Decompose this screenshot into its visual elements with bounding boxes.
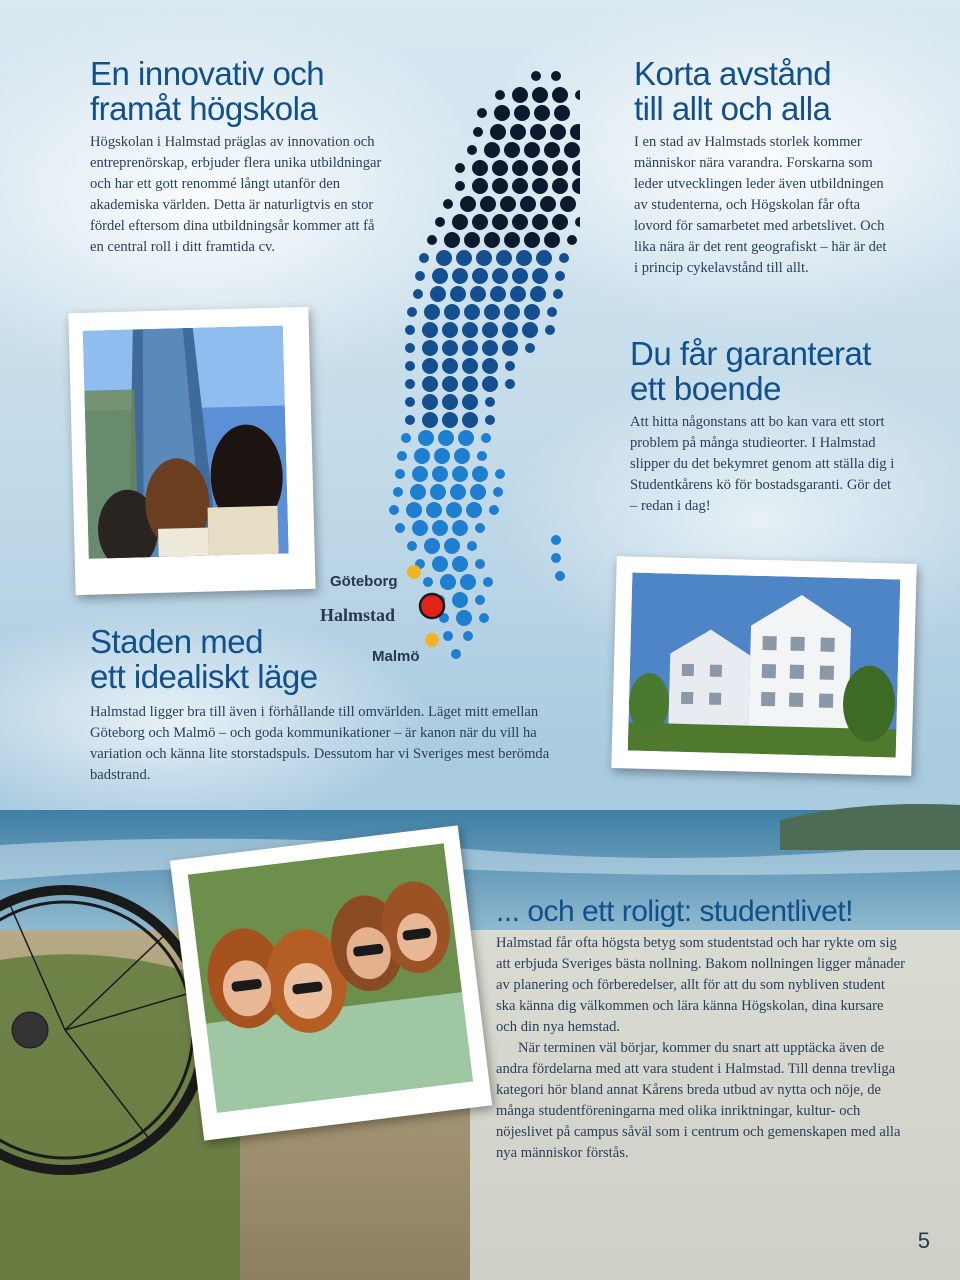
- map-dot: [481, 433, 491, 443]
- map-dot: [504, 142, 520, 158]
- map-dot: [406, 502, 422, 518]
- map-marker-malmo: [425, 633, 439, 647]
- map-dot: [455, 163, 465, 173]
- map-dot: [572, 178, 580, 194]
- photo-student-housing: [611, 556, 916, 776]
- map-dot: [451, 649, 461, 659]
- map-dot: [567, 235, 577, 245]
- housing-heading: Du får garanterat ett boende: [630, 335, 871, 407]
- map-dot: [434, 448, 450, 464]
- map-dot: [484, 232, 500, 248]
- studentlife-heading: ... och ett roligt: studentlivet!: [496, 895, 854, 928]
- map-dot: [496, 250, 512, 266]
- map-dot: [427, 235, 437, 245]
- map-dot: [502, 322, 518, 338]
- map-dot: [422, 340, 438, 356]
- map-dot: [424, 538, 440, 554]
- section-distance: [634, 56, 894, 279]
- map-dot: [452, 592, 468, 608]
- map-dot: [483, 577, 493, 587]
- map-dot: [407, 541, 417, 551]
- map-dot: [466, 502, 482, 518]
- map-dot-island: [551, 553, 561, 563]
- map-dot: [532, 87, 548, 103]
- map-dot: [524, 232, 540, 248]
- map-dot: [462, 358, 478, 374]
- photo-student-housing-image: [628, 573, 901, 758]
- map-dot: [524, 142, 540, 158]
- section-studentlife: [496, 894, 906, 1164]
- map-dot: [405, 325, 415, 335]
- map-dot: [493, 487, 503, 497]
- map-dot: [547, 307, 557, 317]
- map-dot: [490, 124, 506, 140]
- location-body: Halmstad ligger bra till även i förhållande till omvärlden. Läget mitt emellan Göteborg och Malmö – och goda kommunikationer – är kanon när du vill ha variation och känna lite storstadspuls. Dessutom har vi Sveriges mest berömda badstrand.: [90, 704, 550, 783]
- innovative-heading: En innovativ och framåt högskola: [90, 55, 325, 127]
- map-dot: [482, 340, 498, 356]
- map-dot: [512, 87, 528, 103]
- map-dot: [456, 250, 472, 266]
- map-dot: [505, 361, 515, 371]
- photo-students-party-image: [188, 843, 473, 1113]
- map-dot: [525, 343, 535, 353]
- map-dot: [550, 124, 566, 140]
- map-dot: [492, 160, 508, 176]
- map-dot: [470, 484, 486, 500]
- map-dot: [552, 214, 568, 230]
- map-dot: [462, 340, 478, 356]
- map-dot: [475, 559, 485, 569]
- map-dot: [450, 286, 466, 302]
- map-dot: [575, 217, 580, 227]
- city-label-goteborg: Göteborg: [330, 573, 398, 590]
- map-dot: [551, 71, 561, 81]
- map-dot: [531, 71, 541, 81]
- map-dot: [510, 124, 526, 140]
- map-dot: [424, 304, 440, 320]
- map-dot: [544, 142, 560, 158]
- map-dot: [484, 142, 500, 158]
- map-dot: [472, 178, 488, 194]
- map-dot: [554, 105, 570, 121]
- map-dot: [452, 214, 468, 230]
- map-dot: [489, 505, 499, 515]
- map-dot: [405, 343, 415, 353]
- map-dot: [540, 196, 556, 212]
- map-dot: [435, 217, 445, 227]
- map-dot: [482, 358, 498, 374]
- map-dot: [422, 412, 438, 428]
- map-dot: [555, 271, 565, 281]
- map-dot: [473, 127, 483, 137]
- map-dot: [397, 451, 407, 461]
- map-dot: [452, 556, 468, 572]
- map-dot: [462, 394, 478, 410]
- map-dot: [432, 520, 448, 536]
- map-dot: [472, 268, 488, 284]
- map-dot: [495, 469, 505, 479]
- map-dot: [462, 322, 478, 338]
- map-dot: [452, 268, 468, 284]
- section-housing: [630, 336, 900, 517]
- map-dot: [552, 87, 568, 103]
- map-dot: [432, 268, 448, 284]
- section-innovative: [90, 56, 390, 258]
- map-dot: [463, 631, 473, 641]
- map-dot: [443, 199, 453, 209]
- city-label-malmo: Malmö: [372, 648, 420, 665]
- map-dot: [422, 358, 438, 374]
- map-dot: [532, 214, 548, 230]
- housing-body: Att hitta någonstans att bo kan vara ett stort problem på många studieorter. I Halmstad slipper du det bekymret genom att ställa dig i Studentkårens kö för bostadsgaranti. Gör det – redan i dag!: [630, 414, 895, 514]
- map-dot: [475, 523, 485, 533]
- map-dot: [410, 484, 426, 500]
- map-dot: [520, 196, 536, 212]
- map-dot: [462, 412, 478, 428]
- map-dot: [438, 430, 454, 446]
- page-number: 5: [917, 1228, 930, 1253]
- map-dot: [405, 379, 415, 389]
- map-dot: [460, 574, 476, 590]
- map-dot: [564, 142, 580, 158]
- map-dot: [467, 145, 477, 155]
- map-dot: [470, 286, 486, 302]
- map-dot: [494, 105, 510, 121]
- map-dot: [405, 415, 415, 425]
- map-dot: [423, 577, 433, 587]
- map-dot: [510, 286, 526, 302]
- map-dot: [393, 487, 403, 497]
- map-dot: [418, 430, 434, 446]
- map-dot: [479, 613, 489, 623]
- map-dot: [492, 214, 508, 230]
- map-dot: [504, 304, 520, 320]
- map-dot: [512, 214, 528, 230]
- map-dot: [516, 250, 532, 266]
- map-dot: [462, 376, 478, 392]
- map-dot: [432, 466, 448, 482]
- map-dot: [436, 250, 452, 266]
- map-dot: [544, 232, 560, 248]
- map-dot: [444, 538, 460, 554]
- map-dot: [485, 415, 495, 425]
- map-dot: [442, 412, 458, 428]
- map-dot: [512, 178, 528, 194]
- map-dot: [442, 358, 458, 374]
- map-dot: [524, 304, 540, 320]
- map-dot: [522, 322, 538, 338]
- map-dot: [452, 466, 468, 482]
- map-dot: [512, 268, 528, 284]
- map-dot: [458, 430, 474, 446]
- map-dot: [472, 214, 488, 230]
- map-dot: [432, 556, 448, 572]
- map-dot: [475, 595, 485, 605]
- map-dot: [456, 610, 472, 626]
- map-dot: [444, 304, 460, 320]
- map-dot: [560, 196, 576, 212]
- map-dot: [407, 307, 417, 317]
- map-dot: [536, 250, 552, 266]
- map-marker-goteborg: [407, 565, 421, 579]
- map-dot: [502, 340, 518, 356]
- map-dot: [492, 268, 508, 284]
- map-dot: [430, 484, 446, 500]
- map-dot: [442, 340, 458, 356]
- map-dot: [442, 394, 458, 410]
- photo-students-party: [170, 825, 492, 1140]
- map-dot: [530, 286, 546, 302]
- map-dot: [476, 250, 492, 266]
- map-dot: [532, 268, 548, 284]
- map-dot: [415, 271, 425, 281]
- map-marker-halmstad: [420, 594, 444, 618]
- map-dot: [532, 178, 548, 194]
- map-dot: [552, 160, 568, 176]
- map-dot: [405, 361, 415, 371]
- map-dot: [444, 232, 460, 248]
- map-dot: [412, 466, 428, 482]
- distance-body: I en stad av Halmstads storlek kommer människor nära varandra. Forskarna som leder utvecklingen leder även utbildningen av studenterna, och Högskolan får ofta lovord för samarbetet med arbetslivet. Och lika nära är det rent geografiskt – här är det i princip cykelavstånd till allt.: [634, 134, 887, 276]
- city-label-halmstad: Halmstad: [320, 605, 396, 625]
- map-dot: [467, 541, 477, 551]
- map-dot: [512, 160, 528, 176]
- map-dot: [570, 124, 580, 140]
- map-dot: [464, 232, 480, 248]
- map-dot: [472, 160, 488, 176]
- map-dot: [414, 448, 430, 464]
- map-dot: [395, 523, 405, 533]
- map-dot: [532, 160, 548, 176]
- map-dot: [495, 90, 505, 100]
- map-dot: [455, 181, 465, 191]
- map-dot: [505, 379, 515, 389]
- map-dot: [553, 289, 563, 299]
- map-dot: [504, 232, 520, 248]
- studentlife-body-2: När terminen väl börjar, kommer du snart att upptäcka även de andra fördelarna med att vara student i Halmstad. Till denna trevliga kategori hör bland annat Kårens breda utbud av nytta och nöje, de många studentföreningarna med olika inriktningar, kultur- och nöjeslivet på campus såväl som i centrum och gemenskapen med alla nya människor förstås.: [496, 1040, 901, 1161]
- map-dot: [500, 196, 516, 212]
- map-dot: [450, 484, 466, 500]
- map-dot: [484, 304, 500, 320]
- map-dot: [482, 376, 498, 392]
- map-dot: [480, 196, 496, 212]
- map-dot: [442, 376, 458, 392]
- map-dot: [572, 160, 580, 176]
- photo-students-building-image: [83, 326, 289, 559]
- distance-heading: Korta avstånd till allt och alla: [634, 55, 832, 127]
- map-dot: [395, 469, 405, 479]
- map-dot: [490, 286, 506, 302]
- map-dot: [514, 105, 530, 121]
- map-dot: [559, 253, 569, 263]
- studentlife-body-1: Halmstad får ofta högsta betyg som studentstad och har rykte om sig att erbjuda Sveriges bästa nollning. Bakom nollningen ligger månader av planering och förberedelser, allt för att du som nybliven student ska känna dig välkommen och lära känna Högskolan, dina kursare och din nya hemstad.: [496, 935, 905, 1035]
- map-dot: [530, 124, 546, 140]
- map-dot: [477, 108, 487, 118]
- map-dot: [545, 325, 555, 335]
- map-dot: [452, 520, 468, 536]
- map-dot: [440, 574, 456, 590]
- map-dot: [454, 448, 470, 464]
- map-dot: [389, 505, 399, 515]
- photo-students-building: [68, 307, 315, 595]
- map-dot: [405, 397, 415, 407]
- map-dot: [446, 502, 462, 518]
- map-dot: [552, 178, 568, 194]
- map-dot-island: [551, 535, 561, 545]
- map-dot: [413, 289, 423, 299]
- map-dot: [422, 376, 438, 392]
- map-dot: [426, 502, 442, 518]
- map-dot: [492, 178, 508, 194]
- map-dot: [442, 322, 458, 338]
- map-dot: [419, 253, 429, 263]
- map-dot: [472, 466, 488, 482]
- map-dot: [464, 304, 480, 320]
- innovative-body: Högskolan i Halmstad präglas av innovation och entreprenörskap, erbjuder flera unika utbildningar och har ett gott renommé långt utanför den akademiska världen. Detta är naturligtvis en stor fördel eftersom dina utbildningsår kommer att få en central roll i ditt framtida cv.: [90, 134, 382, 255]
- map-dot: [477, 451, 487, 461]
- map-dot: [575, 90, 580, 100]
- map-dot: [412, 520, 428, 536]
- map-dot: [430, 286, 446, 302]
- map-dot: [422, 394, 438, 410]
- map-dot: [422, 322, 438, 338]
- sweden-dot-map: [380, 60, 580, 680]
- map-dot: [485, 397, 495, 407]
- map-dot-island: [555, 571, 565, 581]
- location-heading: Staden med ett idealiskt läge: [90, 623, 318, 695]
- map-dot: [443, 631, 453, 641]
- map-dot: [482, 322, 498, 338]
- map-dot: [534, 105, 550, 121]
- map-dot: [401, 433, 411, 443]
- map-dot: [460, 196, 476, 212]
